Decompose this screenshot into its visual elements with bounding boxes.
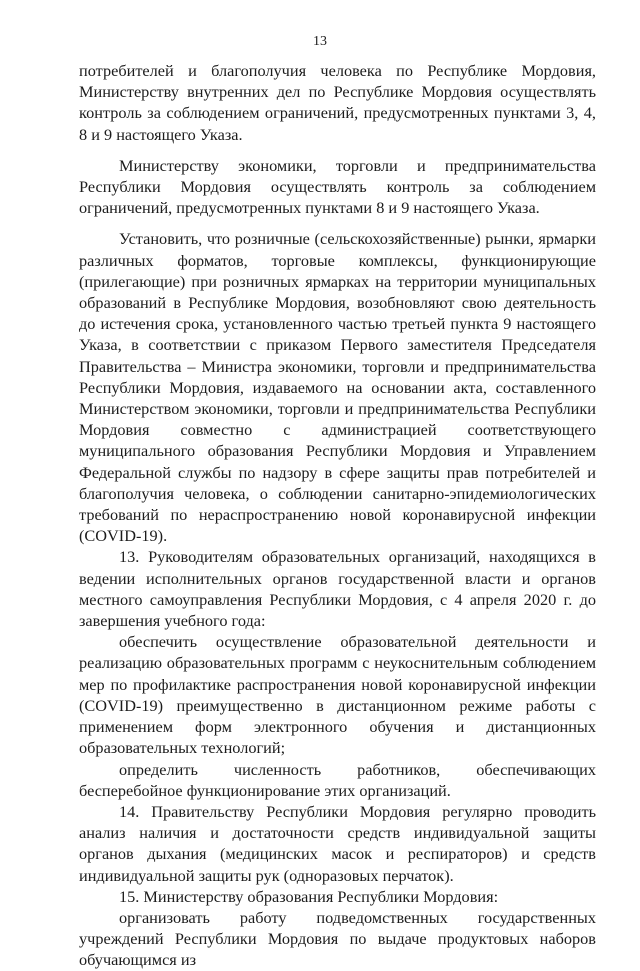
document-body <box>79 60 596 971</box>
paragraph: Установить, что розничные (сельскохозяйственные) рынки, ярмарки различных форматов, торговые комплексы, функционирующие (прилегающие) при розничных ярмарках на территории муниципальных образований в Республике Мордовия, возобновляют свою деятельность до истечения срока, установленного частью третьей пункта 9 настоящего Указа, в соответствии с приказом Первого заместителя Председателя Правительства – Министра экономики, торговли и предпринимательства Республики Мордовия, издаваемого на основании акта, составленного Министерством экономики, торговли и предпринимательства Республики Мордовия совместно с администрацией соответствующего муниципального образования Республики Мордовия и Управлением Федеральной службы по надзору в сфере защиты прав потребителей и благополучия человека, о соблюдении санитарно-эпидемиологических требований по нераспространению новой коронавирусной инфекции (COVID-19). <box>79 229 596 546</box>
paragraph: 15. Министерству образования Республики Мордовия: <box>119 886 499 906</box>
paragraph: определить численность работников, обеспечивающих бесперебойное функционирование этих организаций. <box>79 759 596 800</box>
paragraph: потребителей и благополучия человека по Республике Мордовия, Министерству внутренних дел по Республике Мордовия осуществлять контроль за соблюдением ограничений, предусмотренных пунктами 3, 4, 8 и 9 настоящего Указа. <box>79 61 596 144</box>
paragraph: 13. Руководителям образовательных организаций, находящихся в ведении исполнительных органов государственной власти и органов местного самоуправления Республики Мордовия, с 4 апреля 2020 г. до завершения учебного года: <box>79 547 596 631</box>
paragraph: Министерству экономики, торговли и предпринимательства Республики Мордовия осуществлять контроль за соблюдением ограничений, предусмотренных пунктами 8 и 9 настоящего Указа. <box>79 155 596 218</box>
paragraph: организовать работу подведомственных государственных учреждений Республики Мордовия по выдаче продуктовых наборов обучающимся из <box>79 907 596 970</box>
paragraph: 14. Правительству Республики Мордовия регулярно проводить анализ наличия и достаточности средств индивидуальной защиты органов дыхания (медицинских масок и респираторов) и средств индивидуальной защиты рук (одноразовых перчаток). <box>79 801 596 885</box>
page-number: 13 <box>313 34 327 49</box>
paragraph: обеспечить осуществление образовательной деятельности и реализацию образовательных программ с неукоснительным соблюдением мер по профилактике распространения новой коронавирусной инфекции (COVID-19) преимущественно в дистанционном режиме работы с применением форм электронного обучения и дистанционных образовательных технологий; <box>79 632 596 758</box>
